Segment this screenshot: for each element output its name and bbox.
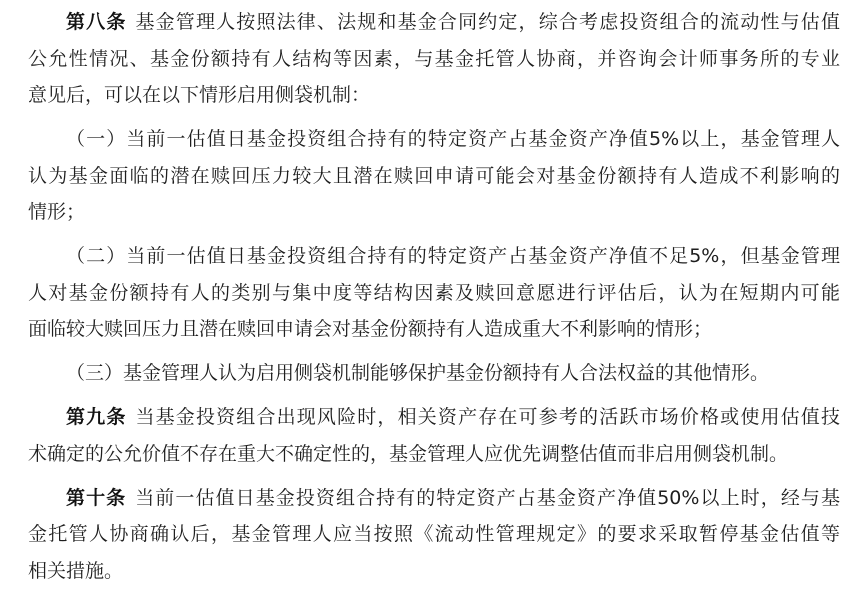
document-body xyxy=(28,4,840,597)
article-8-paragraph xyxy=(28,4,840,114)
clause-1-paragraph xyxy=(28,121,840,231)
text-line: （一）当前一估值日基金投资组合持有的特定资产占基金资产净值5%以上，基金管理人 xyxy=(66,128,840,150)
line-text: 当基金投资组合出现风险时，相关资产存在可参考的活跃市场价格或使用估值技 xyxy=(135,406,840,428)
clause-2-paragraph xyxy=(28,238,840,348)
text-line: 认为基金面临的潜在赎回压力较大且潜在赎回申请可能会对基金份额持有人造成不利影响的 xyxy=(28,164,840,187)
text-line xyxy=(28,4,840,41)
text-line: 相关措施。 xyxy=(28,559,124,582)
line-text: 当前一估值日基金投资组合持有的特定资产占基金资产净值50%以上时，经与基 xyxy=(135,486,840,509)
article-8-heading: 第八条 xyxy=(66,11,127,33)
line-text: 基金管理人按照法律、法规和基金合同约定，综合考虑投资组合的流动性与估值 xyxy=(135,11,840,33)
article-10-paragraph xyxy=(28,480,840,590)
text-line xyxy=(28,399,840,436)
text-line xyxy=(28,480,840,517)
text-line: （二）当前一估值日基金投资组合持有的特定资产占基金资产净值不足5%，但基金管理 xyxy=(66,245,840,267)
text-line: 人对基金份额持有人的类别与集中度等结构因素及赎回意愿进行评估后，认为在短期内可能 xyxy=(28,281,840,304)
article-10-heading: 第十条 xyxy=(66,486,127,509)
text-line: 情形； xyxy=(28,201,86,223)
article-9-heading: 第九条 xyxy=(66,406,127,428)
text-line: 术确定的公允价值不存在重大不确定性的，基金管理人应优先调整估值而非启用侧袋机制。 xyxy=(28,442,789,465)
text-line: 面临较大赎回压力且潜在赎回申请会对基金份额持有人造成重大不利影响的情形； xyxy=(28,318,713,340)
article-9-paragraph xyxy=(28,399,840,472)
clause-3-paragraph xyxy=(28,355,840,392)
text-line: 意见后，可以在以下情形启用侧袋机制： xyxy=(28,84,371,106)
text-line: （三）基金管理人认为启用侧袋机制能够保护基金份额持有人合法权益的其他情形。 xyxy=(66,362,770,384)
text-line: 公允性情况、基金份额持有人结构等因素，与基金托管人协商，并咨询会计师事务所的专业 xyxy=(28,47,840,70)
text-line: 金托管人协商确认后，基金管理人应当按照《流动性管理规定》的要求采取暂停基金估值等 xyxy=(28,523,840,545)
